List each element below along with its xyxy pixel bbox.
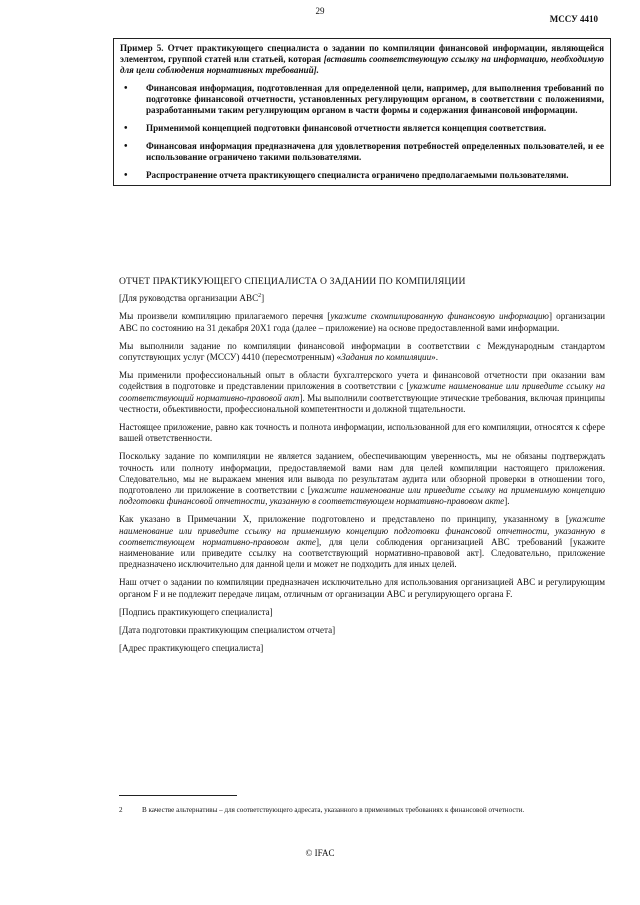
paragraph-instruction: укажите наименование или приведите ссылку на применимую концепцию подготовки финансовой отчетности, указанную в соответствующем нормативно-правовом акте: [119, 485, 605, 507]
paragraph-text: Как указано в Примечании X, приложение подготовлено и представлено по принципу, указанному в [: [119, 514, 569, 525]
paragraph-instruction: укажите наименование или приведите ссылку на соответствующий нормативно-правовой акт: [119, 381, 605, 403]
standard-code: МССУ 4410: [549, 14, 598, 24]
paragraph-text: ].: [504, 496, 510, 507]
paragraph-text: ]. Мы выполнили соответствующие этические требования, включая принципы честности, объективности, профессиональной компетентности и должной тщательности.: [119, 392, 605, 414]
paragraph-text: ».: [431, 352, 438, 363]
addressee-bracket: ]: [261, 293, 265, 304]
paragraph-text: Мы произвели компиляцию прилагаемого перечня [: [119, 311, 331, 322]
address-placeholder: [Адрес практикующего специалиста]: [119, 643, 264, 654]
report-title: ОТЧЕТ ПРАКТИКУЮЩЕГО СПЕЦИАЛИСТА О ЗАДАНИИ ПО КОМПИЛЯЦИИ: [119, 276, 466, 287]
report-paragraph: [119, 341, 605, 363]
report-body: [119, 276, 605, 661]
example-intro-text: Пример 5. Отчет практикующего специалиста о задании по компиляции финансовой информации, являющейся элементом, группой статей или статьей, которая: [120, 43, 604, 64]
report-paragraph: [119, 514, 605, 570]
report-paragraph: [119, 311, 605, 333]
example-intro-instruction: [вставить соответствующую ссылку на информацию, необходимую для цели соблюдения нормативных требований].: [120, 54, 605, 75]
paragraph-instruction: укажите наименование или приведите ссылку на применимую концепцию подготовки финансовой отчетности, указанную в соответствующем нормативно-правовом акте: [119, 514, 605, 547]
report-paragraph: [119, 370, 605, 415]
paragraph-text: Поскольку задание по компиляции не является заданием, обеспечивающим уверенность, мы не обязаны подтверждать точность или полноту информации, предоставляемой вами нам для целей компиляции настоящего приложения. Следовательно, мы не выражаем мнения или вывода по результатам аудита или обзорной проверки в отношении того, подготовлено ли приложение в соответствии с [: [119, 451, 605, 496]
paragraph-text: Мы применили профессиональный опыт в области бухгалтерского учета и финансовой отчетности при оказании вам содействия в подготовке и представлении приложения в соответствии с [: [119, 370, 605, 392]
example-bullet: • Финансовая информация, подготовленная для определенной цели, например, для выполнения требований по подготовке финансовой отчетности, установленных регулирующим органом, в соответствии с положениями, разработанными таким регулирующим органом в части формы и содержания финансовой информации.: [120, 83, 604, 116]
report-addressee: [119, 293, 605, 304]
example-bullet: • Распространение отчета практикующего специалиста ограничено предполагаемыми пользователями.: [120, 170, 604, 181]
signature-placeholder: [Подпись практикующего специалиста]: [119, 606, 273, 617]
footnote: [119, 806, 605, 815]
footnote-divider: [119, 795, 237, 796]
report-paragraph: [119, 451, 605, 507]
report-paragraph: Настоящее приложение, равно как точность и полнота информации, использованной для его компиляции, относятся к сфере вашей ответственности.: [119, 422, 605, 444]
example-bullet: • Применимой концепцией подготовки финансовой отчетности является концепция соответствия.: [120, 123, 604, 134]
page-number: 29: [315, 6, 325, 16]
paragraph-text: ] организации АВС по состоянию на 31 декабря 20Х1 года (далее – приложение) на основе предоставленной вами информации.: [119, 311, 605, 333]
footnote-reference: 2: [258, 293, 262, 300]
addressee-text: [Для руководства организации АВС: [119, 293, 259, 304]
copyright-footer: © IFAC: [305, 848, 335, 858]
report-paragraph: Наш отчет о задании по компиляции предназначен исключительно для использования организацией АВС и регулирующим органом F и не подлежит передаче лицам, отличным от организации АВС и регулирующего органа F.: [119, 577, 605, 599]
date-placeholder: [Дата подготовки практикующим специалистом отчета]: [119, 625, 336, 636]
example-box: [113, 38, 611, 186]
paragraph-text: ], для цели соблюдения организацией АВС требований [укажите наименование или приведите ссылку на соответствующий нормативно-правовой акт]. Следовательно, приложение предназначено исключительно для данной цели и может не подходить для иных целей.: [119, 536, 605, 570]
paragraph-text: Мы выполнили задание по компиляции финансовой информации в соответствии с Международным стандартом сопутствующих услуг (МССУ) 4410 (пересмотренным) «: [119, 340, 605, 363]
paragraph-instruction: укажите скомпилированную финансовую информацию: [330, 311, 549, 322]
example-intro: [120, 43, 604, 76]
footnote-text: В качестве альтернативы – для соответствующего адресата, указанного в применимых требованиях к финансовой отчетности.: [142, 806, 525, 814]
example-bullet-list: [120, 83, 604, 181]
footnote-mark: 2: [119, 806, 123, 814]
example-bullet: • Финансовая информация предназначена для удовлетворения потребностей определенных пользователей, и ее использование ограничено такими пользователями.: [120, 141, 604, 163]
paragraph-instruction: Задания по компиляции: [341, 352, 432, 363]
